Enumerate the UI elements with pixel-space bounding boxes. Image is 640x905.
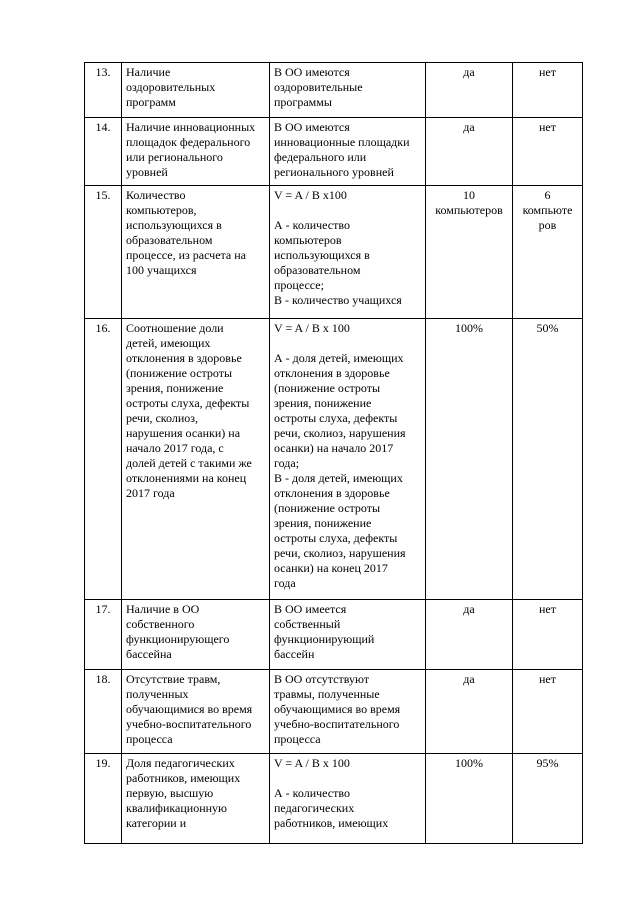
row-number: 13. xyxy=(85,63,122,118)
table-row xyxy=(85,670,583,754)
table-row xyxy=(85,600,583,670)
actual-value: нет xyxy=(513,600,583,670)
indicator-text: Наличие инновационных площадок федерального или регионального уровней xyxy=(122,118,270,186)
row-number: 19. xyxy=(85,754,122,844)
actual-value: нет xyxy=(513,118,583,186)
actual-value: 50% xyxy=(513,319,583,600)
indicator-text: Соотношение доли детей, имеющих отклонения в здоровье (понижение остроты зрения, понижение остроты слуха, дефекты речи, сколиоз, нарушения осанки) на начало 2017 года, с долей детей с такими же отклонениями на конец 2017 года xyxy=(122,319,270,600)
formula-text: В ОО отсутствуют травмы, полученные обучающимися во время учебно-воспитательного процесса xyxy=(270,670,426,754)
indicator-text: Наличие оздоровительных программ xyxy=(122,63,270,118)
table-row xyxy=(85,63,583,118)
row-number: 15. xyxy=(85,186,122,319)
indicator-text: Отсутствие травм, полученных обучающимися во время учебно-воспитательного процесса xyxy=(122,670,270,754)
table-row xyxy=(85,118,583,186)
table-row xyxy=(85,754,583,844)
table-body xyxy=(85,63,583,844)
row-number: 14. xyxy=(85,118,122,186)
indicator-text: Наличие в ОО собственного функционирующего бассейна xyxy=(122,600,270,670)
target-value: да xyxy=(426,670,513,754)
actual-value: нет xyxy=(513,670,583,754)
row-number: 17. xyxy=(85,600,122,670)
formula-text: V = A / B x100 А - количество компьютеров использующихся в образовательном процессе; В - количество учащихся xyxy=(270,186,426,319)
target-value: да xyxy=(426,118,513,186)
indicator-text: Количество компьютеров, использующихся в образовательном процессе, из расчета на 100 учащихся xyxy=(122,186,270,319)
actual-value: 95% xyxy=(513,754,583,844)
target-value: 100% xyxy=(426,754,513,844)
table-row xyxy=(85,186,583,319)
target-value: 100% xyxy=(426,319,513,600)
formula-text: V = A / B x 100 А - количество педагогических работников, имеющих xyxy=(270,754,426,844)
indicator-text: Доля педагогических работников, имеющих первую, высшую квалификационную категории и xyxy=(122,754,270,844)
formula-text: В ОО имеются оздоровительные программы xyxy=(270,63,426,118)
target-value: да xyxy=(426,63,513,118)
formula-text: В ОО имеются инновационные площадки федерального или регионального уровней xyxy=(270,118,426,186)
actual-value: 6 компьюте ров xyxy=(513,186,583,319)
row-number: 16. xyxy=(85,319,122,600)
table-row xyxy=(85,319,583,600)
target-value: да xyxy=(426,600,513,670)
actual-value: нет xyxy=(513,63,583,118)
formula-text: В ОО имеется собственный функционирующий бассейн xyxy=(270,600,426,670)
target-value: 10 компьютеров xyxy=(426,186,513,319)
formula-text: V = A / B x 100 А - доля детей, имеющих отклонения в здоровье (понижение остроты зрения, понижение остроты слуха, дефекты речи, сколиоз, нарушения осанки) на начало 2017 года; В - доля детей, имеющих отклонения в здоровье (понижение остроты зрения, понижение остроты слуха, дефекты речи, сколиоз, нарушения осанки) на конец 2017 года xyxy=(270,319,426,600)
row-number: 18. xyxy=(85,670,122,754)
indicator-table xyxy=(84,62,583,844)
